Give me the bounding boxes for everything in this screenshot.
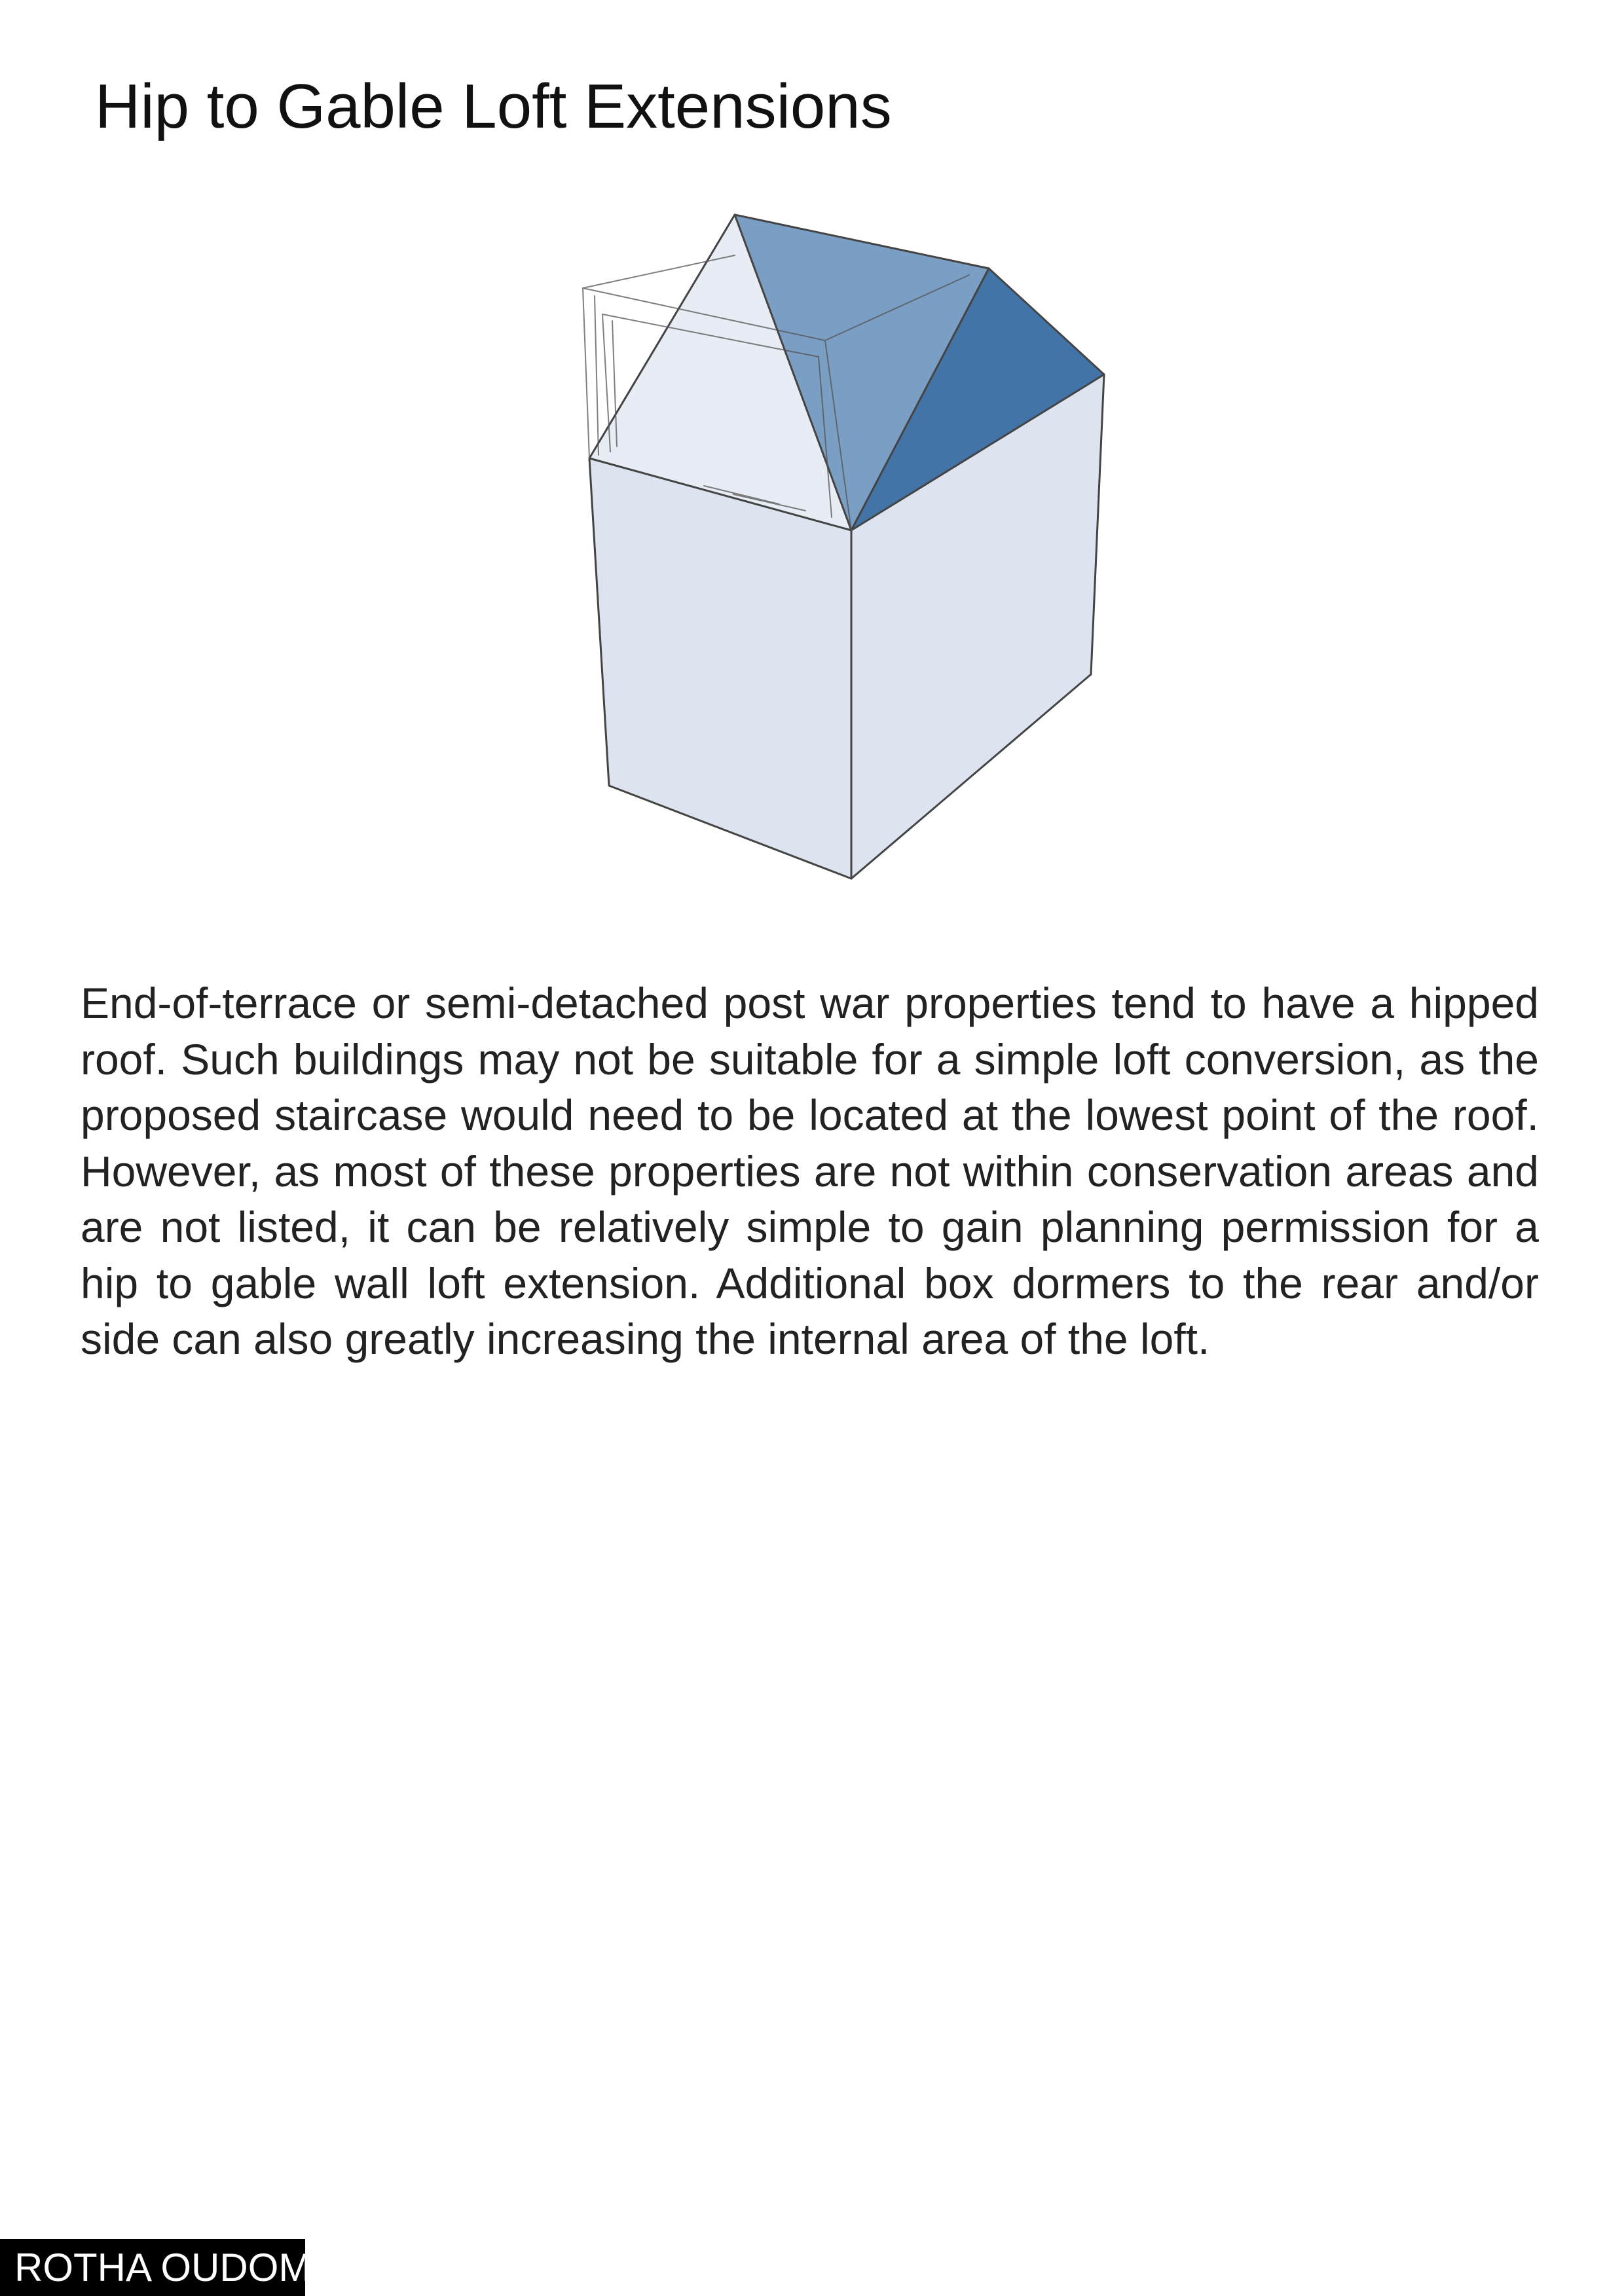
house-sketch-illustration bbox=[563, 203, 1126, 897]
author-badge: ROTHA OUDOM bbox=[0, 2239, 305, 2296]
house-roof-sketch-icon bbox=[563, 203, 1126, 897]
left-wall bbox=[589, 458, 851, 879]
body-paragraph: End-of-terrace or semi-detached post war properties tend to have a hipped roof. Such buildings may not be suitable for a simple loft conversion, as the proposed staircase would need to be located at the lowest point of the roof. However, as most of these properties are not within conservation areas and are not listed, it can be relatively simple to gain planning permission for a hip to gable wall loft extension. Additional box dormers to the rear and/or side can also greatly increasing the internal area of the loft. bbox=[81, 979, 1539, 1363]
page-title: Hip to Gable Loft Extensions bbox=[95, 71, 892, 141]
